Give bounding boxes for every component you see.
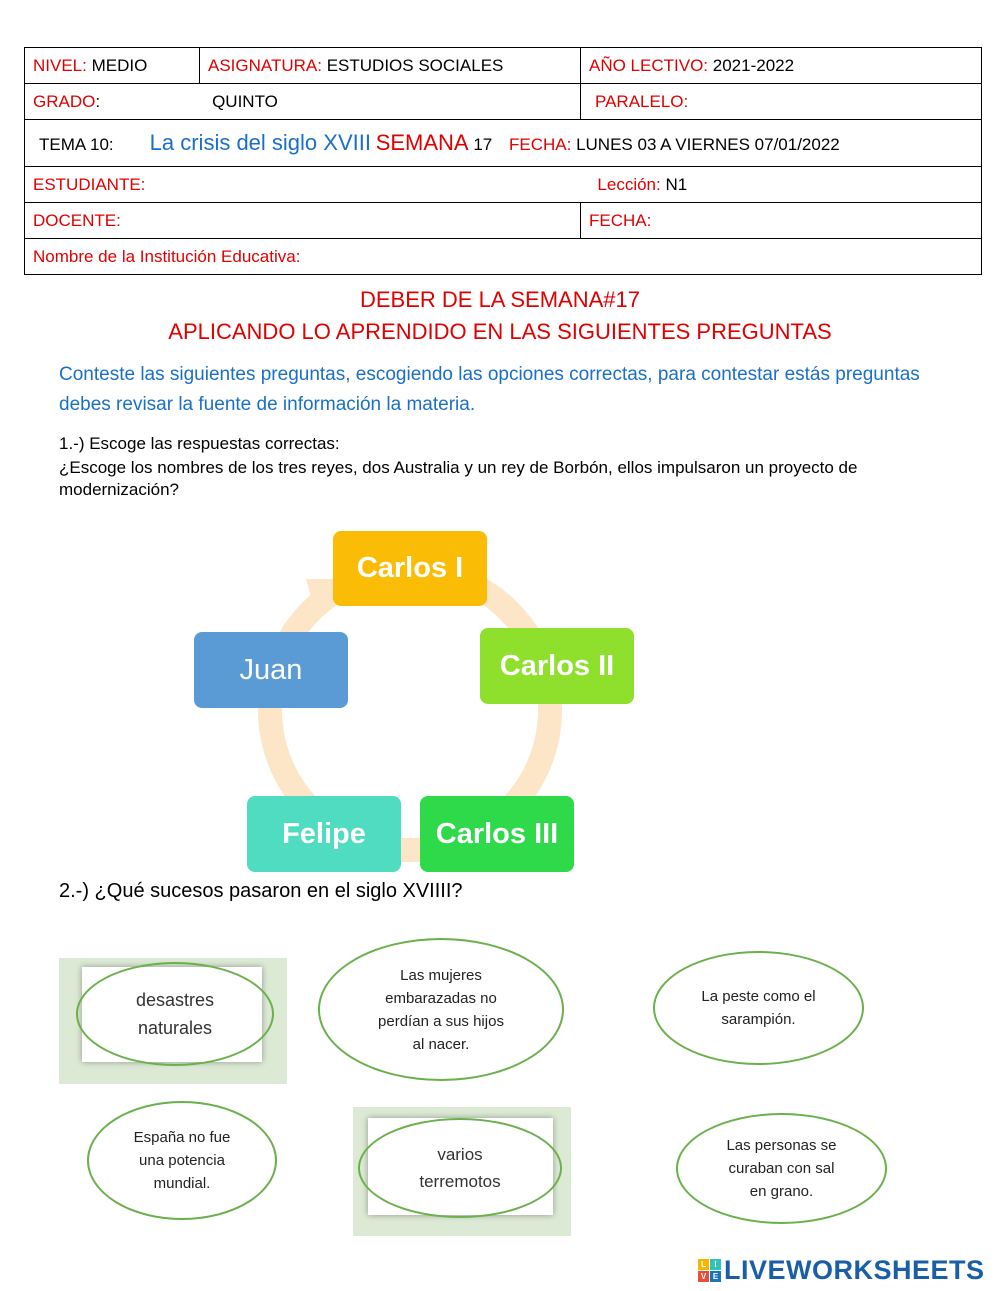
q1-line-2: ¿Escoge los nombres de los tres reyes, dos Australia y un rey de Borbón, ellos impulsaron un proyecto de modernización?	[59, 458, 858, 499]
option-carlos-3[interactable]: Carlos III	[420, 796, 574, 872]
tema-cell: TEMA 10: La crisis del siglo XVIII SEMANA 17 FECHA: LUNES 03 A VIERNES 07/01/2022	[25, 120, 982, 167]
grado-cell: GRADO: QUINTO	[25, 84, 581, 120]
option-juan[interactable]: Juan	[194, 632, 348, 708]
asignatura-cell: ASIGNATURA: ESTUDIOS SOCIALES	[200, 48, 581, 84]
nivel-cell: NIVEL: MEDIO	[25, 48, 200, 84]
ano-cell: AÑO LECTIVO: 2021-2022	[581, 48, 982, 84]
q2-option-4[interactable]: España no fue una potencia mundial.	[87, 1101, 277, 1220]
q2-question: 2.-) ¿Qué sucesos pasaron en el siglo XVIIII?	[59, 880, 463, 902]
liveworksheets-icon: L I V E	[698, 1259, 721, 1282]
liveworksheets-logo	[698, 1255, 985, 1286]
q2-option-5[interactable]: varios terremotos	[358, 1118, 562, 1218]
title-line-2: APLICANDO LO APRENDIDO EN LAS SIGUIENTES PREGUNTAS	[168, 319, 832, 344]
docente-cell: DOCENTE:	[25, 203, 581, 239]
title-line-1: DEBER DE LA SEMANA#17	[359, 287, 640, 312]
header-table	[24, 47, 982, 275]
option-felipe[interactable]: Felipe	[247, 796, 401, 872]
q2-option-2[interactable]: Las mujeres embarazadas no perdían a sus hijos al nacer.	[318, 938, 564, 1081]
q2-option-3[interactable]: La peste como el sarampión.	[653, 951, 864, 1065]
institucion-cell: Nombre de la Institución Educativa:	[25, 239, 982, 275]
estudiante-cell: ESTUDIANTE: Lección: N1	[25, 167, 982, 203]
option-carlos-1[interactable]: Carlos I	[333, 531, 487, 606]
liveworksheets-text: LIVEWORKSHEETS	[724, 1255, 985, 1285]
fecha2-cell: FECHA:	[581, 203, 982, 239]
option-carlos-2[interactable]: Carlos II	[480, 628, 634, 704]
intro-text: Conteste las siguientes preguntas, escogiendo las opciones correctas, para contestar estás preguntas debes revisar la fuente de información la materia.	[59, 364, 920, 415]
paralelo-cell: PARALELO:	[581, 84, 982, 120]
q2-option-1[interactable]: desastres naturales	[76, 962, 274, 1066]
q1-line-1: 1.-) Escoge las respuestas correctas:	[59, 434, 340, 453]
q2-option-6[interactable]: Las personas se curaban con sal en grano.	[676, 1113, 887, 1224]
